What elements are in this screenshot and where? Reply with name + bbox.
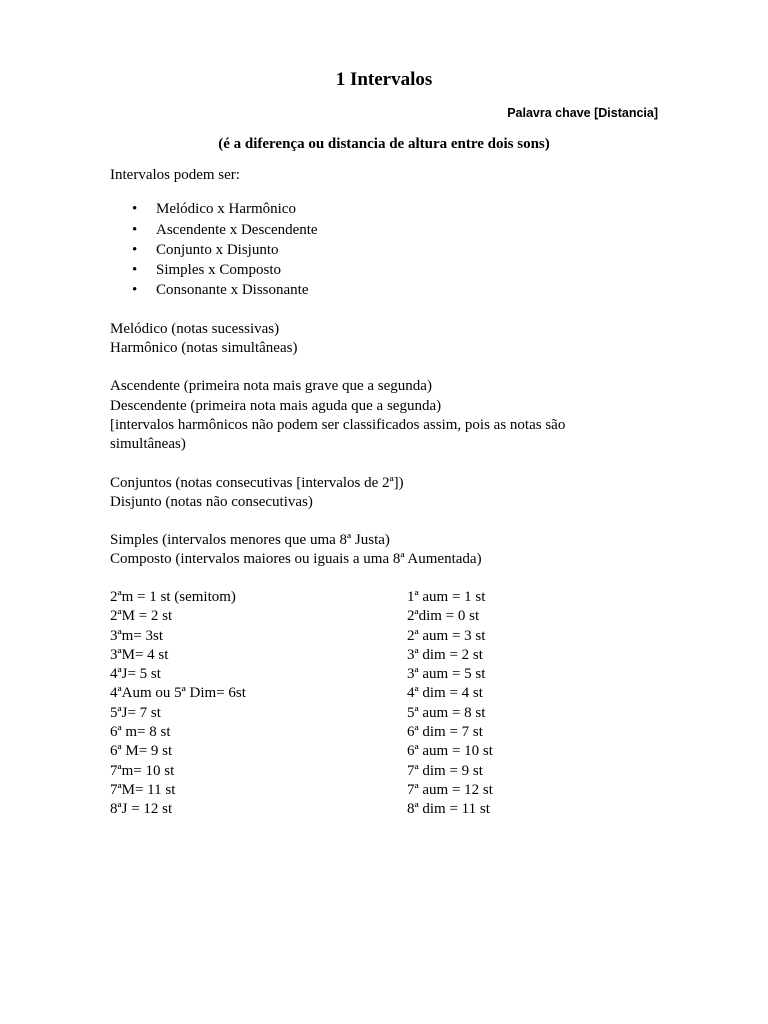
intro-text: Intervalos podem ser: [110,167,240,183]
table-row: 3ªm= 3st 2ª aum = 3 st [110,627,486,644]
table-row: 3ªM= 4 st 3ª dim = 2 st [110,646,483,663]
page-title: 1 Intervalos [335,69,433,90]
subtitle: (é a diferença ou distancia de altura entre dois sons) [218,136,550,152]
list-item: • Ascendente x Descendente [156,220,610,240]
table-row: 2ªM = 2 st 2ªdim = 0 st [110,608,480,625]
paragraph-conjunct: Conjuntos (notas consecutivas [intervalos de 2ª]) Disjunto (notas não consecutivas) [110,474,404,510]
table-row: 8ªJ = 12 st 8ª dim = 11 st [110,801,490,818]
table-row: 7ªM= 11 st 7ª aum = 12 st [110,781,493,798]
document-body [110,166,610,570]
list-item: • Melódico x Harmônico [156,199,610,219]
table-row: 6ª M= 9 st 6ª aum = 10 st [110,743,493,760]
bullet-icon: • [132,221,138,238]
list-item: • Consonante x Dissonante [156,280,610,300]
table-row: 4ªJ= 5 st 3ª aum = 5 st [110,666,486,683]
table-row: 7ªm= 10 st 7ª dim = 9 st [110,762,483,779]
table-row: 4ªAum ou 5ª Dim= 6st 4ª dim = 4 st [110,685,483,702]
bullet-icon: • [132,282,138,299]
intervals-table [110,588,530,820]
interval-types-list [110,199,610,300]
paragraph-melodic: Melódico (notas sucessivas) Harmônico (notas simultâneas) [110,320,298,357]
list-item: • Simples x Composto [156,260,610,280]
table-row: 5ªJ= 7 st 5ª aum = 8 st [110,704,486,721]
list-item: • Conjunto x Disjunto [156,240,610,260]
table-row: 2ªm = 1 st (semitom) 1ª aum = 1 st [110,589,486,605]
keyword-label: Palavra chave [Distancia] [507,106,658,120]
bullet-icon: • [132,201,138,218]
table-row: 6ª m= 8 st 6ª dim = 7 st [110,724,483,741]
paragraph-ascending: Ascendente (primeira nota mais grave que a segunda) Descendente (primeira nota mais aguda que a segunda) [intervalos harmônicos não podem ser classificados assim, pois as notas são simultâneas) [110,378,566,453]
bullet-icon: • [132,241,138,258]
bullet-icon: • [132,262,138,279]
paragraph-simple: Simples (intervalos menores que uma 8ª Justa) Composto (intervalos maiores ou iguais a uma 8ª Aumentada) [110,532,482,568]
